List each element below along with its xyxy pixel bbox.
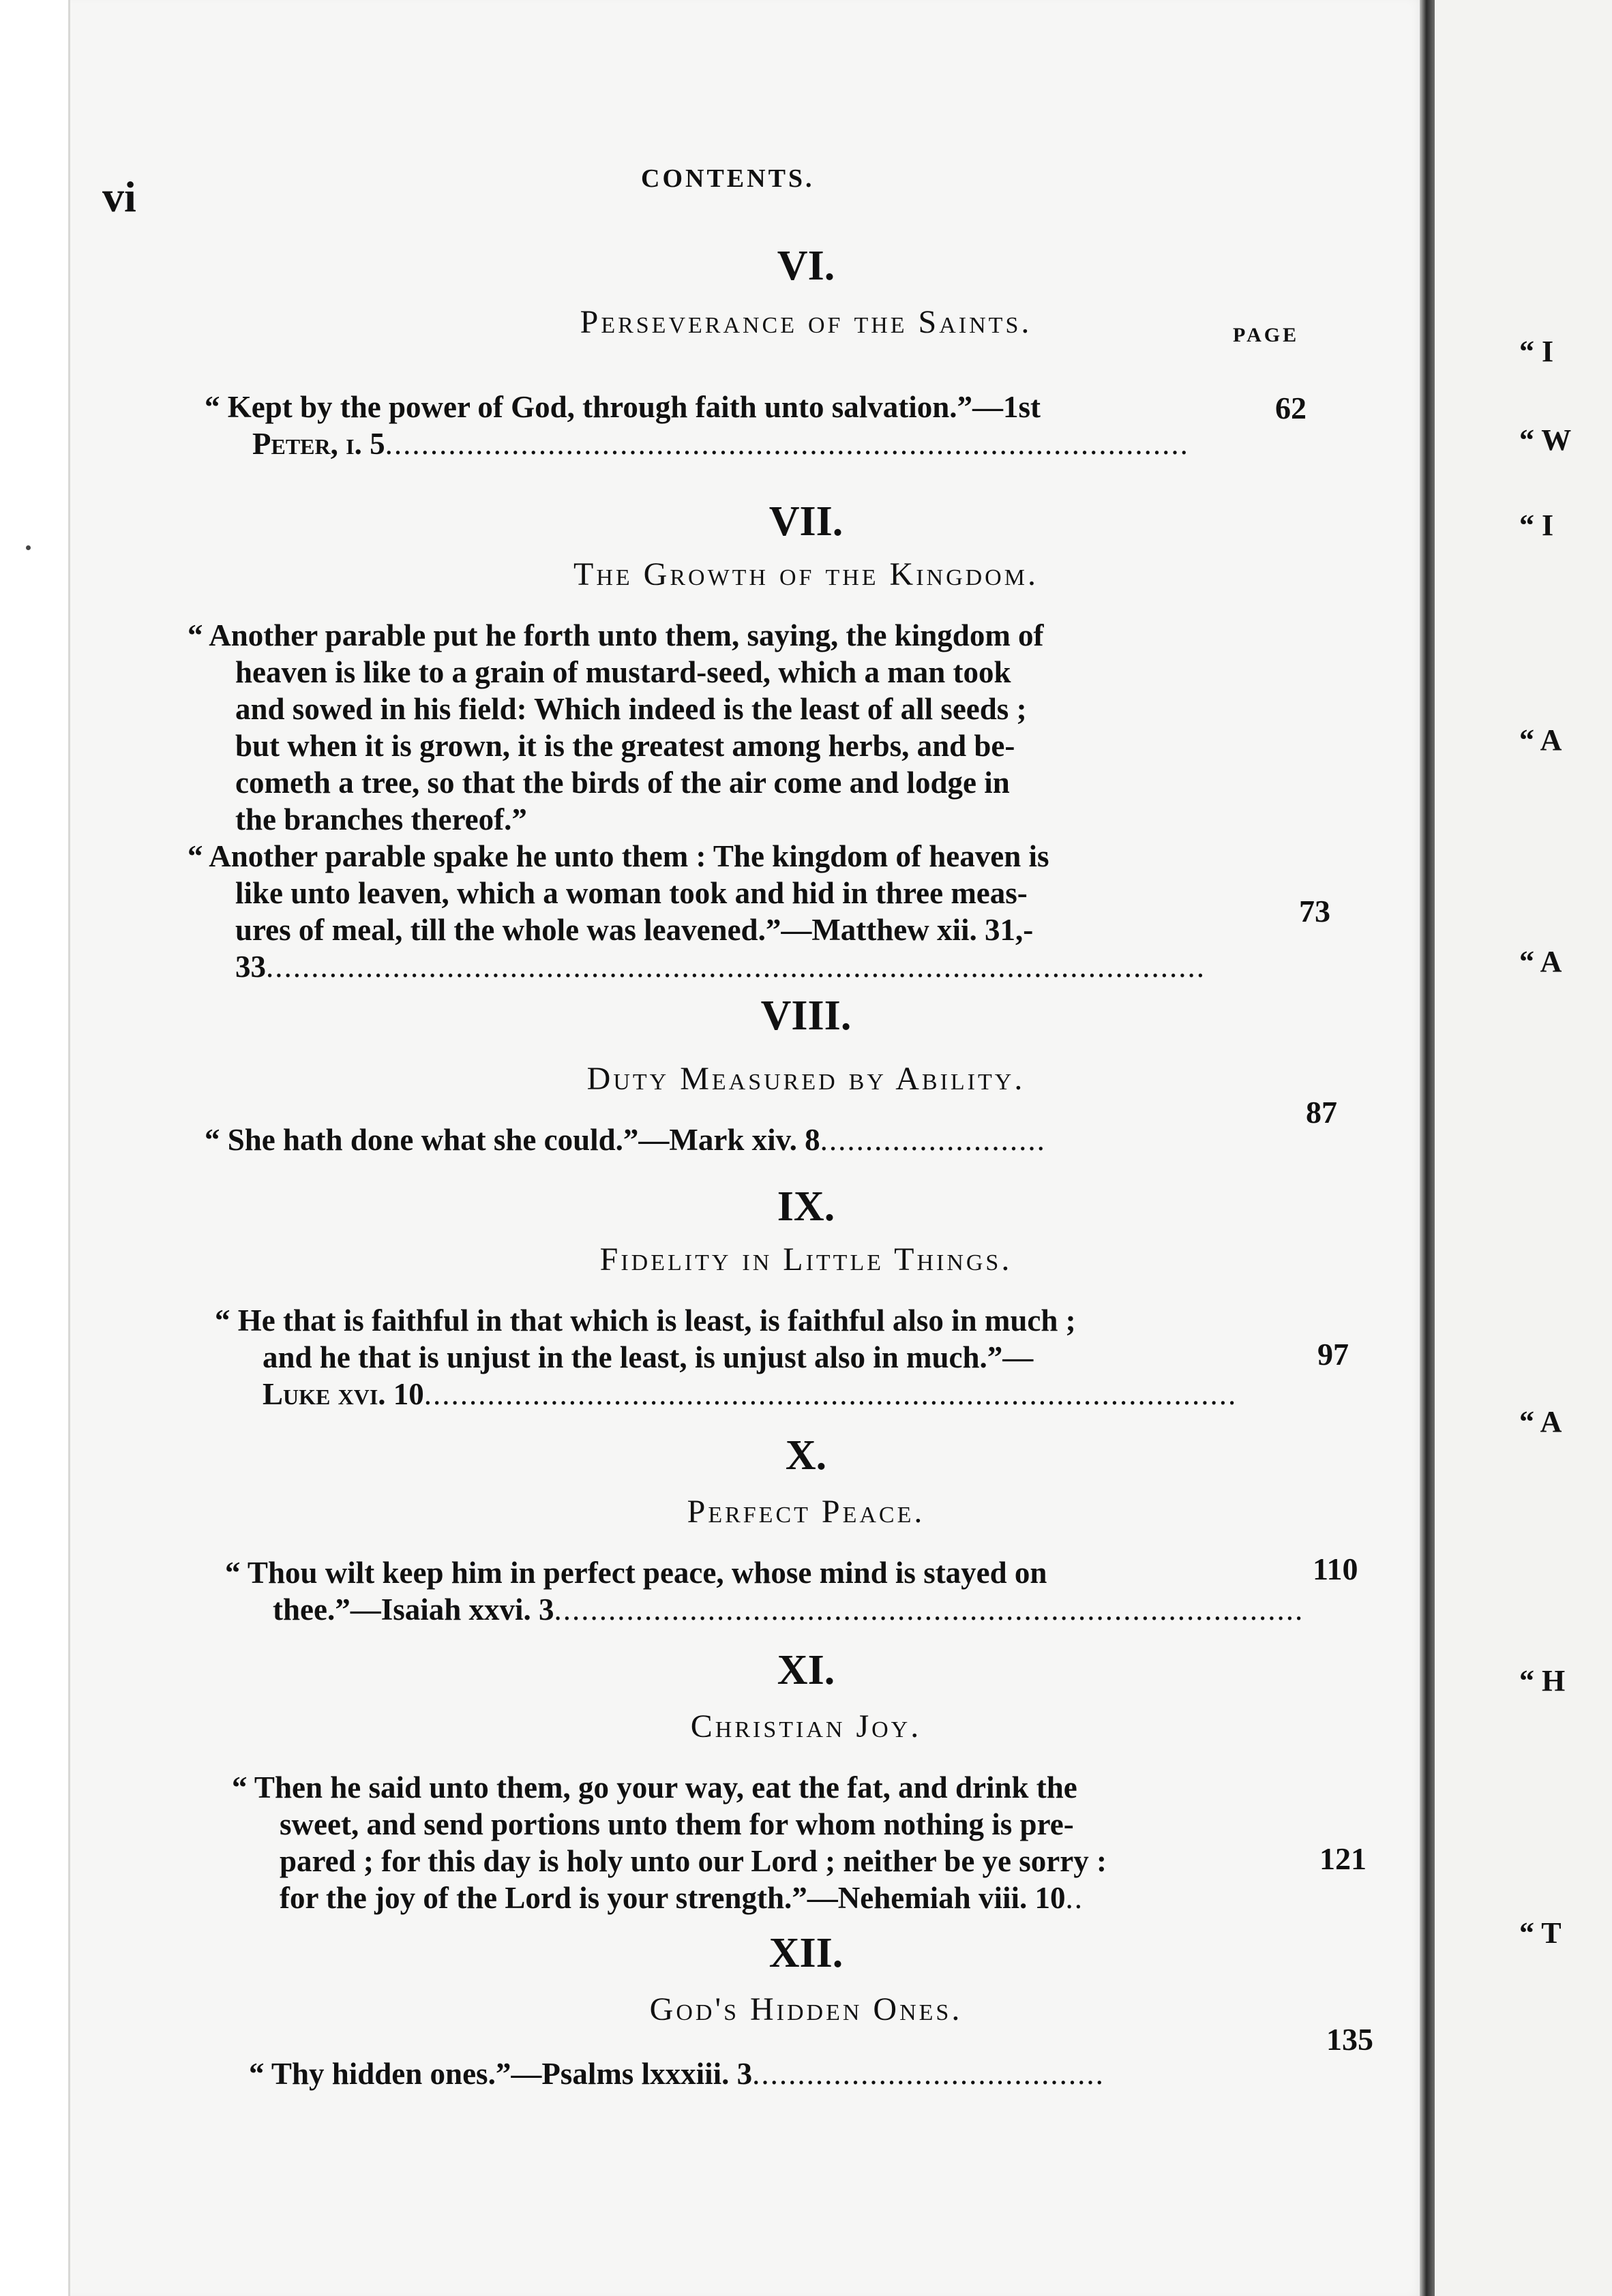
entry-line: for the joy of the Lord is your strength.”—Nehemiah viii. 10..	[280, 1881, 1084, 1915]
entry-line: “ Thou wilt keep him in perfect peace, whose mind is stayed on	[225, 1556, 1047, 1590]
facing-fragment: “ A	[1519, 1405, 1562, 1438]
entry-line: Peter, i. 5.........................................................................................	[252, 427, 1189, 461]
page-reference: 121	[1319, 1841, 1367, 1876]
entry-line: “ Then he said unto them, go your way, eat the fat, and drink the	[232, 1770, 1077, 1804]
contents-entry	[188, 617, 1251, 985]
section-title: Christian Joy.	[690, 1708, 922, 1744]
entry-line: and he that is unjust in the least, is unjust also in much.”—	[263, 1340, 1034, 1374]
section-numeral: X.	[785, 1432, 827, 1479]
page-reference: 73	[1299, 894, 1330, 928]
running-head: CONTENTS.	[641, 164, 815, 193]
contents-entry	[215, 1302, 1279, 1413]
page-reference: 97	[1317, 1337, 1349, 1372]
section-title: Perfect Peace.	[687, 1494, 925, 1530]
facing-fragment: “ I	[1519, 335, 1554, 368]
contents-entry	[249, 2055, 1313, 2092]
section-title: Duty Measured by Ability.	[586, 1061, 1026, 1097]
section-title: Fidelity in Little Things.	[599, 1241, 1013, 1278]
facing-fragment: “ T	[1519, 1916, 1562, 1950]
section-numeral: VII.	[768, 498, 844, 545]
entry-line: but when it is grown, it is the greatest among herbs, and be-	[235, 729, 1015, 763]
facing-fragment: “ W	[1519, 423, 1572, 457]
entry-line: “ She hath done what she could.”—Mark xiv. 8.........................	[205, 1123, 1046, 1157]
page-reference: 135	[1326, 2022, 1373, 2057]
page-reference: 87	[1306, 1095, 1337, 1130]
facing-fragment: “ A	[1519, 945, 1562, 978]
entry-line: “ He that is faithful in that which is least, is faithful also in much ;	[215, 1303, 1076, 1338]
entry-line: the branches thereof.”	[235, 802, 527, 836]
contents-entry	[205, 1121, 1268, 1158]
entry-line: “ Another parable put he forth unto them, saying, the kingdom of	[188, 618, 1044, 652]
entry-line: “ Thy hidden ones.”—Psalms lxxxiii. 3.......................................	[249, 2057, 1105, 2091]
facing-fragment: “ I	[1519, 509, 1554, 542]
page-number: vi	[102, 172, 136, 221]
facing-fragment: “ A	[1519, 723, 1562, 757]
section-numeral: VIII.	[760, 993, 852, 1039]
section-numeral: VI.	[777, 243, 835, 289]
page-column-label: PAGE	[1233, 324, 1300, 346]
entry-line: 33........................................................................................................	[235, 950, 1206, 984]
entry-line: ures of meal, till the whole was leavened.”—Matthew xii. 31,-	[235, 913, 1034, 947]
entry-line: “ Another parable spake he unto them : The kingdom of heaven is	[188, 839, 1049, 873]
section-title: The Growth of the Kingdom.	[573, 556, 1039, 592]
section-title: Perseverance of the Saints.	[580, 304, 1032, 340]
entry-line: heaven is like to a grain of mustard-seed, which a man took	[235, 655, 1011, 689]
entry-line: and sowed in his field: Which indeed is the least of all seeds ;	[235, 692, 1027, 726]
contents-entry	[205, 389, 1268, 462]
section-numeral: IX.	[777, 1183, 835, 1230]
entry-line: cometh a tree, so that the birds of the air come and lodge in	[235, 766, 1010, 800]
facing-fragment: “ H	[1519, 1664, 1566, 1697]
page-reference: 62	[1275, 391, 1307, 425]
entry-line: Luke xvi. 10..........................................................................................	[263, 1377, 1238, 1411]
entry-line: pared ; for this day is holy unto our Lord ; neither be ye sorry :	[280, 1844, 1107, 1878]
section-numeral: XI.	[777, 1647, 835, 1693]
entry-line: thee.”—Isaiah xxvi. 3...................................................................................	[273, 1592, 1304, 1627]
contents-entry	[232, 1769, 1296, 1916]
entry-line: like unto leaven, which a woman took and hid in three meas-	[235, 876, 1028, 910]
section-title: God's Hidden Ones.	[649, 1991, 963, 2027]
entry-line: sweet, and send portions unto them for whom nothing is pre-	[280, 1807, 1074, 1841]
page-reference: 110	[1313, 1552, 1358, 1586]
entry-line: “ Kept by the power of God, through faith unto salvation.”—1st	[205, 390, 1041, 424]
section-numeral: XII.	[768, 1930, 844, 1976]
contents-entry	[225, 1554, 1304, 1628]
